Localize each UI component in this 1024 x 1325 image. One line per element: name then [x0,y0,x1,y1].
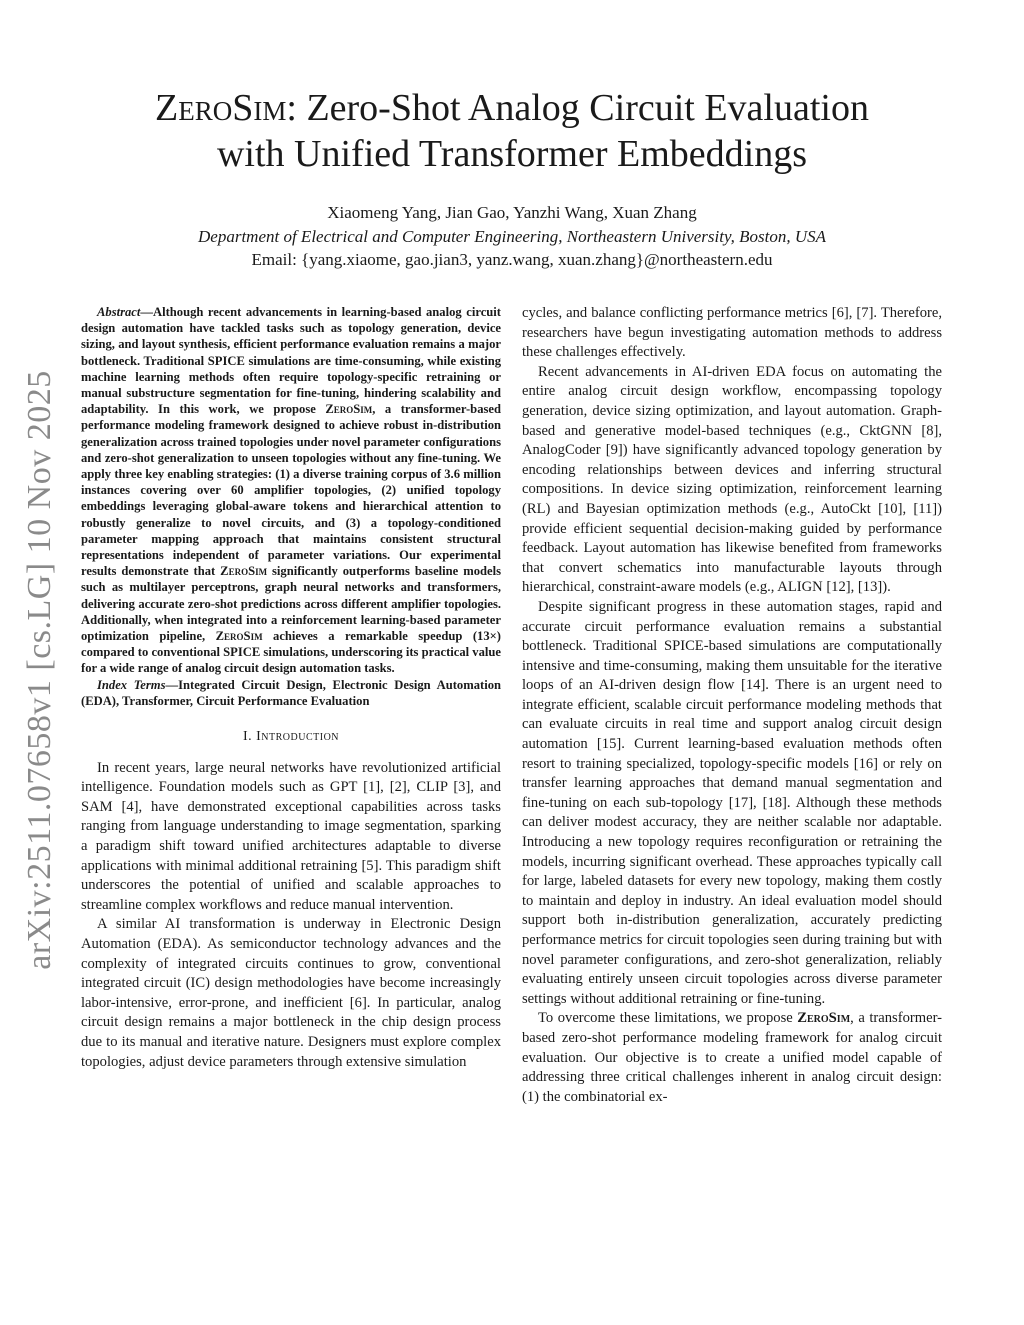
abstract-part4: achieves a remarkable speedup (13×) compared to conventional SPICE simulations, underscoring its practical value for a wide range of analog circuit design automation tasks. [81,629,501,676]
abstract-part1: —Although recent advancements in learning-based analog circuit design automation have tackled tasks such as topology generation, device sizing, and layout synthesis, efficient performance evaluation remains a major bottleneck. Traditional SPICE simulations are time-consuming, while existing machine learning methods often require topology-specific retraining or manual substructure segmentation for fine-tuning, hindering scalability and adaptability. In this work, we propose [81,305,501,417]
section-number: I. [242,729,253,745]
right-column [522,304,942,1107]
author-list: Xiaomeng Yang, Jian Gao, Yanzhi Wang, Xuan Zhang [327,203,697,222]
arxiv-side-stamp [10,370,70,970]
section-heading-introduction [81,727,501,747]
intro-p5-rest: , a transformer-based zero-shot performance modeling framework for analog circuit evaluation. Our objective is to create a unified model capable of addressing three critical challenges inherent in analog circuit design: (1) the combinatorial ex- [522,1010,942,1105]
intro-paragraph-3: Recent advancements in AI-driven EDA focus on automating the entire analog circuit design workflow, encompassing topology generation, device sizing optimization, and layout automation. Graph-based and generative model-based techniques (e.g., CktGNN [8], AnalogCoder [9]) have significantly advanced topology generation by encoding relationships between devices and inferring structural compositions. In device sizing optimization, reinforcement learning (RL) and Bayesian optimization methods (e.g., AutoCkt [10], [11]) provide efficient sequential decision-making guided by performance feedback. Layout automation has likewise benefited from frameworks that convert schematics into manufacturable layouts through hierarchical, constraint-aware models (e.g., ALIGN [12], [13]). [522,363,942,596]
title-system-name: ZeroSim [155,87,287,129]
intro-p5-start: To overcome these limitations, we propose [538,1010,798,1027]
abstract-part3: significantly outperforms baseline models such as multilayer perceptrons, graph neural networks and transformers, delivering accurate zero-shot predictions across different amplifier topologies. Additionally, when integrated into a reinforcement learning-based parameter optimization pipeline, [81,564,501,644]
abstract-system-name-1: ZeroSim [325,402,373,417]
abstract-system-name-3: ZeroSim [215,629,263,644]
affiliation: Department of Electrical and Computer Engineering, Northeastern University, Boston, USA [198,227,826,246]
section-title: Introduction [256,729,340,745]
intro-paragraph-1: In recent years, large neural networks have revolutionized artificial intelligence. Foundation models such as GPT [1], [2], CLIP [3], and SAM [4], have demonstrated exceptional capabilities across tasks ranging from language understanding to image segmentation, sparking a paradigm shift toward unified architectures adaptable to diverse applications with minimal additional retraining [5]. This paradigm shift underscores the potential of unified and scalable approaches to streamline complex workflows and reduce manual intervention. [81,759,501,913]
title-line2: with Unified Transformer Embeddings [216,133,807,175]
index-terms-lead: Index Terms [97,677,166,692]
paper-title [80,85,944,177]
author-emails: Email: {yang.xiaome, gao.jian3, yanz.wang, xuan.zhang}@northeastern.edu [251,250,773,269]
abstract-part2: , a transformer-based performance modeling framework designed to achieve robust in-distribution generalization across trained topologies under novel parameter configurations and zero-shot generalization to unseen topologies without any fine-tuning. We apply three key enabling strategies: (1) a diverse training corpus of 3.6 million instances covering over 60 amplifier topologies, (2) unified topology embeddings leveraging global-aware tokens and hierarchical attention to robustly generalize to novel circuits, and (3) a topology-conditioned parameter mapping approach that maintains consistent structural representations independent of parameter variations. Our experimental results demonstrate that [81,402,501,579]
intro-paragraph-2: A similar AI transformation is underway in Electronic Design Automation (EDA). As semiconductor technology advances and the complexity of integrated circuits continues to grow, conventional integrated circuit (IC) design methodologies have become increasingly labor-intensive, error-prone, and inefficient [6]. In particular, analog circuit design remains a major bottleneck in the chip design process due to its manual and iterative nature. Designers must explore complex topologies, adjust device parameters through extensive simulation [81,916,501,1070]
title-line1-rest: : Zero-Shot Analog Circuit Evaluation [286,87,869,129]
left-column [81,304,501,1072]
intro-paragraph-5 [522,1009,942,1107]
index-terms [81,677,501,709]
abstract [81,304,501,677]
arxiv-identifier: arXiv:2511.07658v1 [cs.LG] 10 Nov 2025 [21,370,58,970]
abstract-lead: Abstract [97,305,141,319]
intro-paragraph-4: Despite significant progress in these automation stages, rapid and accurate circuit performance evaluation remains a substantial bottleneck. Traditional SPICE-based simulations are computationally intensive and time-consuming, making them unsuitable for the iterative loops of an AI-driven design flow [14]. There is an urgent need to integrate efficient, scalable circuit performance modeling methods that can evaluate circuits in real time and support analog circuit design automation [15]. Current learning-based evaluation methods often resort to training specialized, topology-specific models [16] or rely on transfer learning approaches that demand manual segmentation and fine-tuning on each sub-topology [17], [18]. Although these methods can deliver modest accuracy, they are neither scalable nor adaptable. Introducing a new topology requires reconfiguration or retraining the models, incurring significant overhead. These approaches typically call for large, labeled datasets for every new topology, making them costly to maintain and deploy in industry. An ideal evaluation model should support both in-distribution generalization, accurately predicting performance metrics for circuit topologies seen during training but with novel parameter configurations, and zero-shot generalization, reliably evaluating entirely unseen circuit topologies across diverse parameter settings without additional retraining or fine-tuning. [522,598,942,1007]
intro-p5-system-name: ZeroSim [797,1010,851,1027]
intro-paragraph-2-continued: cycles, and balance conflicting performance metrics [6], [7]. Therefore, researchers have begun investigating automation methods to address these challenges effectively. [522,305,942,361]
index-terms-text: —Integrated Circuit Design, Electronic Design Automation (EDA), Transformer, Circuit Performance Evaluation [81,677,501,708]
abstract-system-name-2: ZeroSim [220,564,268,579]
